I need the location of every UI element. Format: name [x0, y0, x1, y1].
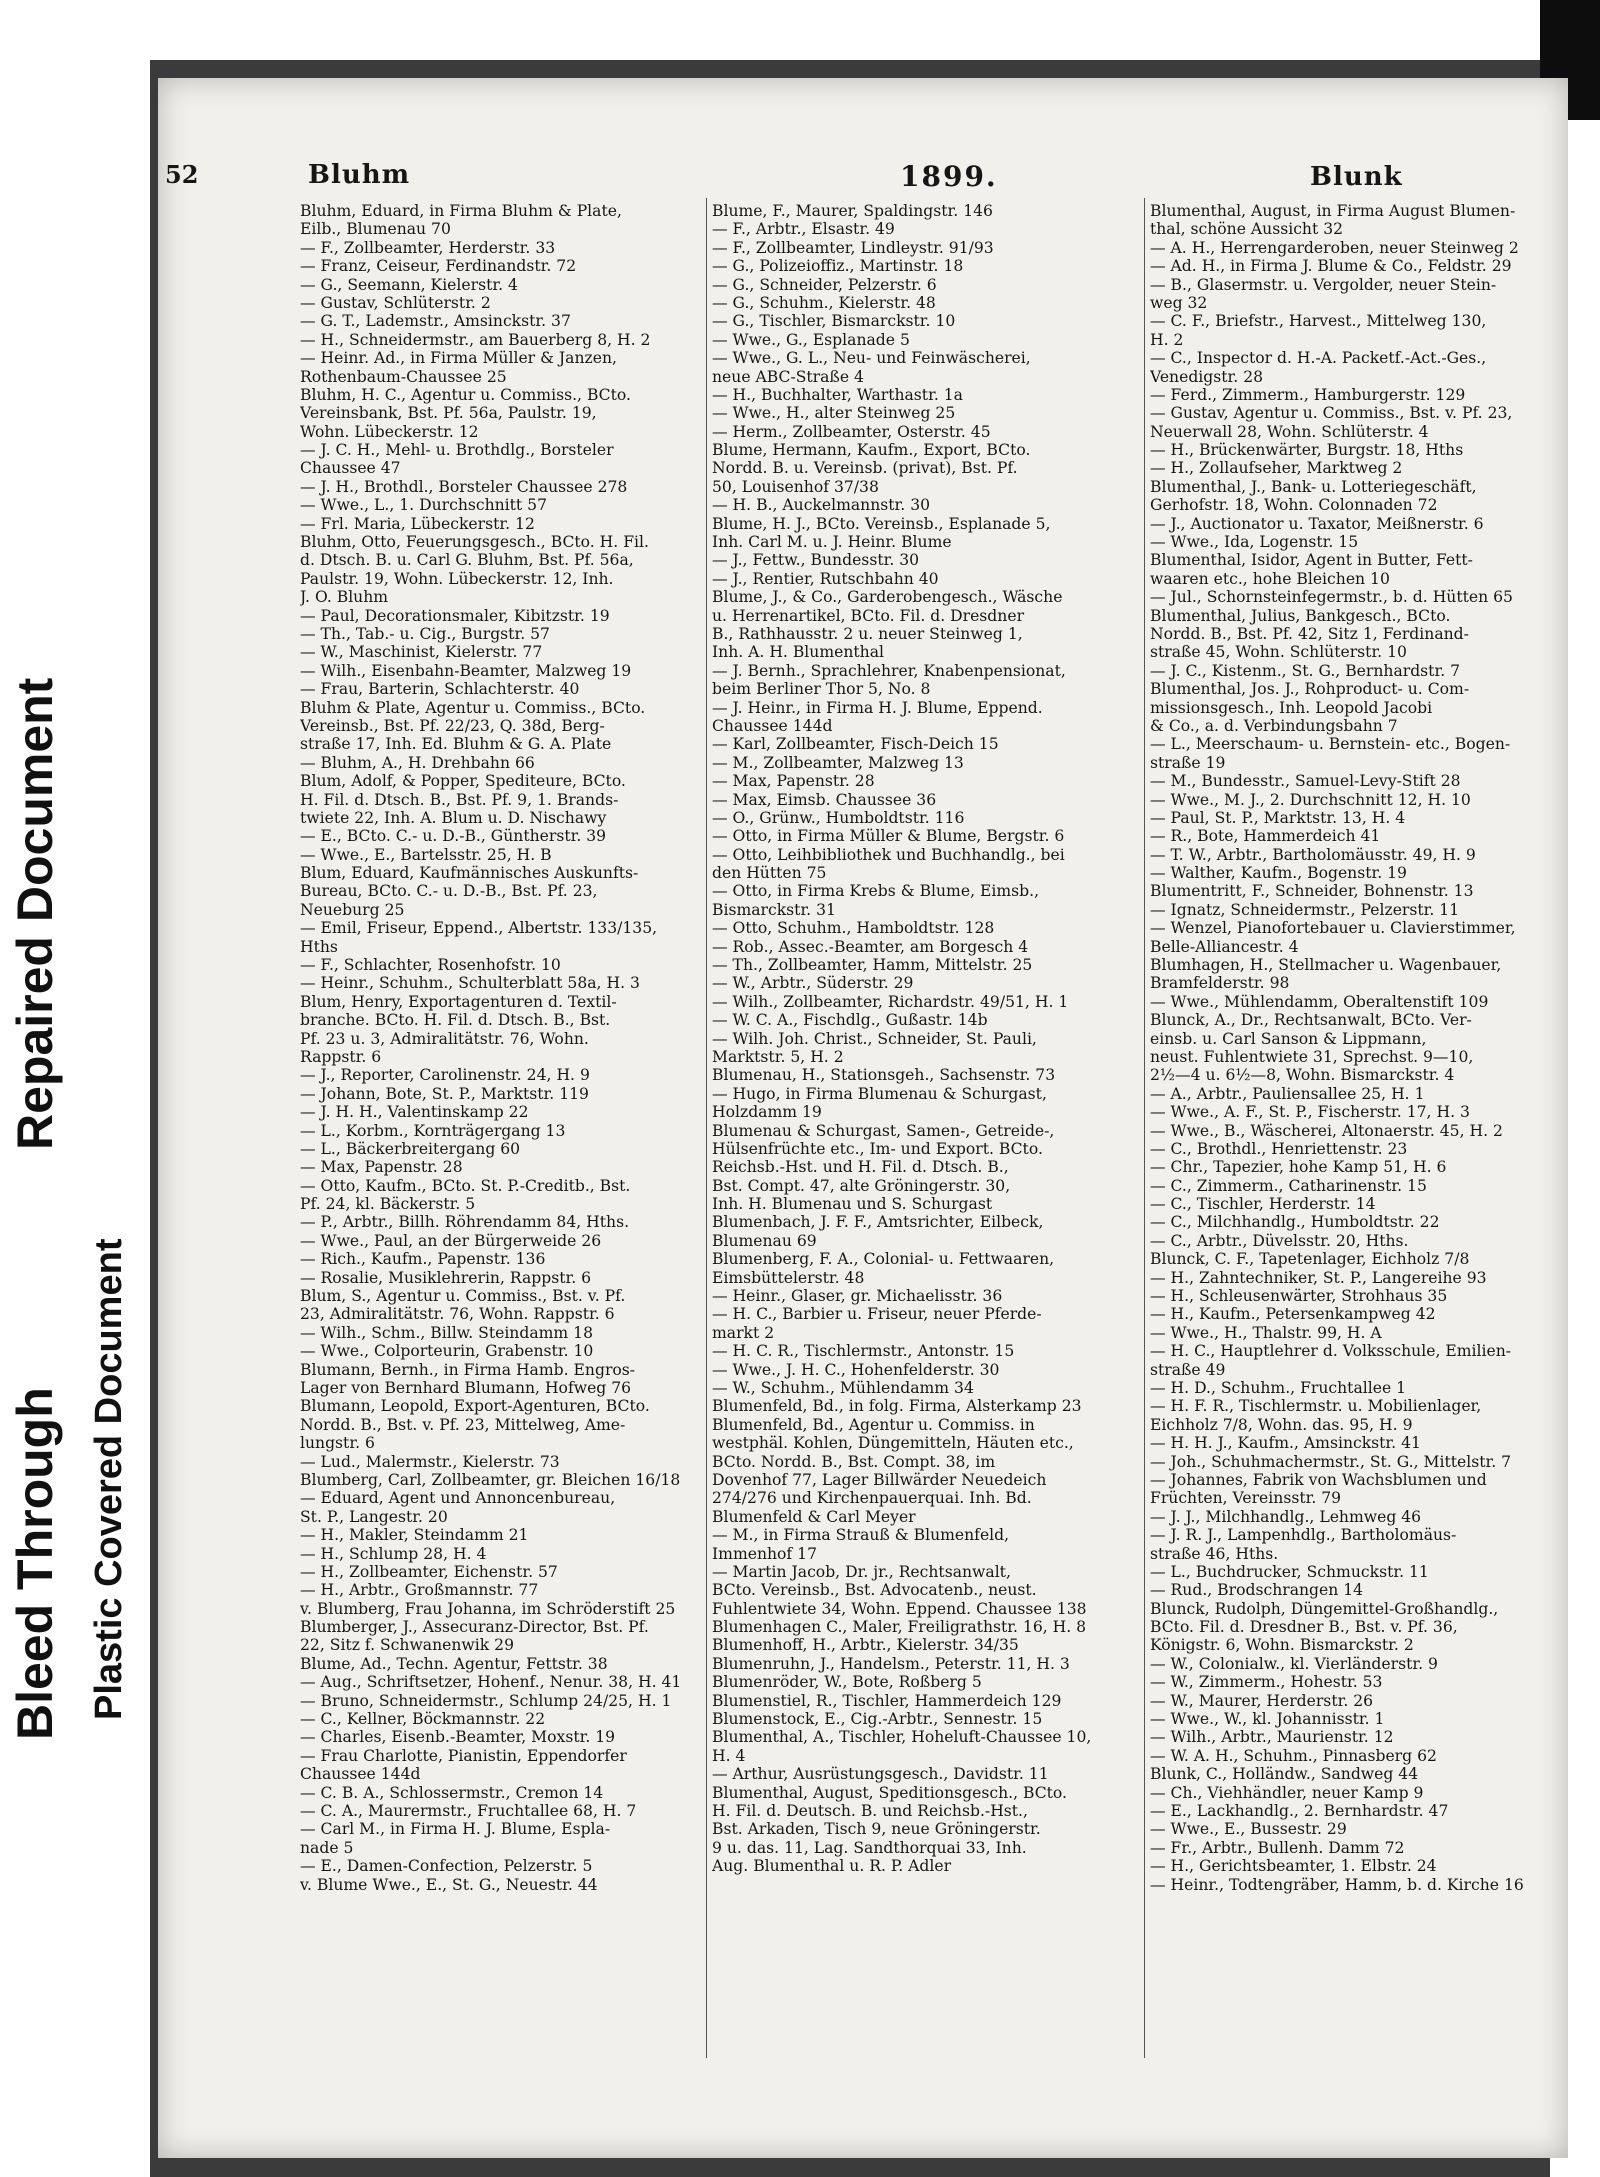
directory-entry-line: — E., Lackhandlg., 2. Bernhardstr. 47 [1150, 1801, 1449, 1820]
directory-entry-line: thal, schöne Aussicht 32 [1150, 220, 1344, 239]
directory-entry-line: — L., Bäckerbreitergang 60 [300, 1139, 521, 1158]
directory-entry-line: — J. R. J., Lampenhdlg., Bartholomäus- [1150, 1526, 1457, 1545]
directory-entry-line: — Otto, Schuhm., Hamboldtstr. 128 [712, 919, 995, 938]
directory-entry-line: — Wwe., G. L., Neu- und Feinwäscherei, [712, 349, 1031, 368]
directory-entry-line: straße 46, Hths. [1150, 1544, 1279, 1563]
directory-column-3 [1150, 202, 1550, 1894]
directory-entry-line: — J., Reporter, Carolinenstr. 24, H. 9 [300, 1066, 590, 1085]
directory-entry-line: — G., Seemann, Kielerstr. 4 [300, 275, 518, 294]
directory-entry-line: — W., Maschinist, Kielerstr. 77 [300, 643, 543, 662]
directory-entry-line: — M., Zollbeamter, Malzweg 13 [712, 753, 964, 772]
directory-entry-line: Hths [300, 937, 338, 956]
directory-entry-line: — Carl M., in Firma H. J. Blume, Espla- [300, 1820, 611, 1839]
directory-column-1 [300, 202, 702, 1894]
directory-entry-line: — Ferd., Zimmerm., Hamburgerstr. 129 [1150, 385, 1466, 404]
directory-entry-line: 50, Louisenhof 37/38 [712, 477, 879, 496]
directory-entry-line: Blumenberg, F. A., Colonial- u. Fettwaaren, [712, 1250, 1055, 1269]
directory-entry-line: — C. B. A., Schlossermstr., Cremon 14 [300, 1783, 604, 1802]
page-number: 52 [165, 160, 199, 189]
directory-entry-line: Blume, Ad., Techn. Agentur, Fettstr. 38 [300, 1654, 608, 1673]
directory-entry-line: — Franz, Ceiseur, Ferdinandstr. 72 [300, 257, 577, 276]
directory-entry-line: lungstr. 6 [300, 1434, 375, 1453]
directory-entry-line: Lager von Bernhard Blumann, Hofweg 76 [300, 1379, 632, 1397]
directory-entry-line: Blume, J., & Co., Garderobengesch., Wäsche [712, 588, 1063, 607]
directory-entry-line: — C., Arbtr., Düvelsstr. 20, Hths. [1150, 1231, 1409, 1250]
directory-entry-line: — Fr., Arbtr., Bullenh. Damm 72 [1150, 1838, 1405, 1857]
directory-entry-line: — L., Meerschaum- u. Bernstein- etc., Bogen- [1150, 735, 1511, 754]
directory-entry-line: — J., Fettw., Bundesstr. 30 [712, 551, 920, 570]
directory-entry-line: Wohn. Lübeckerstr. 12 [300, 422, 479, 441]
directory-entry-line: missionsgesch., Inh. Leopold Jacobi [1150, 698, 1433, 717]
directory-entry-line: — H., Kaufm., Petersenkampweg 42 [1150, 1305, 1436, 1324]
directory-entry-line: — Max, Papenstr. 28 [300, 1158, 463, 1177]
directory-entry-line: — H., Arbtr., Großmannstr. 77 [300, 1581, 539, 1600]
directory-entry-line: Neuerwall 28, Wohn. Schlüterstr. 4 [1150, 422, 1429, 441]
directory-entry-line: Blunck, C. F., Tapetenlager, Eichholz 7/8 [1150, 1250, 1470, 1269]
directory-entry-line: Bluhm, Eduard, in Firma Bluhm & Plate, [300, 202, 622, 220]
directory-entry-line: branche. BCto. H. Fil. d. Dtsch. B., Bst. [300, 1011, 611, 1030]
directory-entry-line: — O., Grünw., Humboldtstr. 116 [712, 808, 965, 827]
directory-entry-line: BCto. Fil. d. Dresdner B., Bst. v. Pf. 36, [1150, 1618, 1458, 1637]
directory-entry-line: — W., Arbtr., Süderstr. 29 [712, 974, 914, 993]
directory-entry-line: — Wwe., Ida, Logenstr. 15 [1150, 533, 1359, 552]
directory-entry-line: Pf. 23 u. 3, Admiralitätstr. 76, Wohn. [300, 1029, 589, 1048]
directory-entry-line: St. P., Langestr. 20 [300, 1507, 448, 1526]
directory-entry-line: — Rosalie, Musiklehrerin, Rappstr. 6 [300, 1268, 592, 1287]
directory-entry-line: — Wilh., Schm., Billw. Steindamm 18 [300, 1323, 593, 1342]
directory-entry-line: — Wwe., H., alter Steinweg 25 [712, 404, 956, 423]
directory-entry-line: Blume, H. J., BCto. Vereinsb., Esplanade 5, [712, 514, 1051, 533]
directory-entry-line: — Wilh., Eisenbahn-Beamter, Malzweg 19 [300, 661, 632, 680]
directory-entry-line: — Otto, Kaufm., BCto. St. P.-Creditb., Bst. [300, 1176, 631, 1195]
directory-entry-line: — Charles, Eisenb.-Beamter, Moxstr. 19 [300, 1728, 616, 1747]
directory-entry-line: — Wwe., E., Bartelsstr. 25, H. B [300, 845, 552, 864]
directory-entry-line: — P., Arbtr., Billh. Röhrendamm 84, Hths. [300, 1213, 630, 1232]
directory-entry-line: Blumenthal, Isidor, Agent in Butter, Fett- [1150, 551, 1473, 570]
directory-entry-line: — J. C., Kistenm., St. G., Bernhardstr. 7 [1150, 661, 1461, 680]
directory-entry-line: — G., Schuhm., Kielerstr. 48 [712, 293, 936, 312]
directory-entry-line: — Wwe., L., 1. Durchschnitt 57 [300, 496, 548, 515]
directory-entry-line: — J. Bernh., Sprachlehrer, Knabenpensionat, [712, 661, 1066, 680]
directory-entry-line: straße 49 [1150, 1360, 1226, 1379]
directory-entry-line: — J. J., Milchhandlg., Lehmweg 46 [1150, 1507, 1422, 1526]
directory-entry-line: Reichsb.-Hst. und H. Fil. d. Dtsch. B., [712, 1158, 1009, 1177]
directory-entry-line: d. Dtsch. B. u. Carl G. Bluhm, Bst. Pf. 56a, [300, 551, 634, 570]
repaired-document-label: Repaired Document [7, 677, 63, 1150]
directory-entry-line: — Joh., Schuhmachermstr., St. G., Mittelstr. 7 [1150, 1452, 1512, 1471]
directory-entry-line: Vereinsbank, Bst. Pf. 56a, Paulstr. 19, [300, 404, 597, 423]
directory-entry-line: — Paul, St. P., Marktstr. 13, H. 4 [1150, 808, 1406, 827]
directory-entry-line: — G., Tischler, Bismarckstr. 10 [712, 312, 956, 331]
directory-entry-line: — H., Schlump 28, H. 4 [300, 1544, 487, 1563]
directory-entry-line: Rappstr. 6 [300, 1047, 382, 1066]
directory-entry-line: — H. C., Hauptlehrer d. Volksschule, Emilien- [1150, 1342, 1512, 1361]
directory-entry-line: — A., Arbtr., Pauliensallee 25, H. 1 [1150, 1084, 1425, 1103]
directory-entry-line: — Wilh. Joh. Christ., Schneider, St. Pauli, [712, 1029, 1037, 1048]
directory-entry-line: — H., Brückenwärter, Burgstr. 18, Hths [1150, 441, 1464, 460]
directory-entry-line: — Wwe., H., Thalstr. 99, H. A [1150, 1323, 1382, 1342]
directory-entry-line: Belle-Alliancestr. 4 [1150, 937, 1299, 956]
directory-entry-line: — Emil, Friseur, Eppend., Albertstr. 133/135, [300, 919, 658, 938]
directory-entry-line: Bst. Compt. 47, alte Gröningerstr. 30, [712, 1176, 1011, 1195]
directory-entry-line: — Heinr., Schuhm., Schulterblatt 58a, H. 3 [300, 974, 640, 993]
directory-entry-line: — H., Zollbeamter, Eichenstr. 57 [300, 1562, 558, 1581]
directory-entry-line: u. Herrenartikel, BCto. Fil. d. Dresdner [712, 606, 1025, 625]
directory-entry-line: — C. F., Briefstr., Harvest., Mittelweg 130, [1150, 312, 1487, 331]
directory-entry-line: — H., Gerichtsbeamter, 1. Elbstr. 24 [1150, 1857, 1437, 1876]
directory-entry-line: — Hugo, in Firma Blumenau & Schurgast, [712, 1084, 1047, 1103]
directory-entry-line: Blumenthal, Jos. J., Rohproduct- u. Com- [1150, 680, 1470, 699]
directory-entry-line: Blum, S., Agentur u. Commiss., Bst. v. Pf. [300, 1287, 626, 1306]
column-rule [706, 198, 707, 2058]
directory-entry-line: — W., Schuhm., Mühlendamm 34 [712, 1379, 974, 1397]
directory-entry-line: Blumenfeld & Carl Meyer [712, 1507, 916, 1526]
directory-entry-line: — W., Zimmerm., Hohestr. 53 [1150, 1673, 1383, 1692]
plastic-covered-label: Plastic Covered Document [88, 1238, 130, 1720]
directory-entry-line: — Otto, in Firma Krebs & Blume, Eimsb., [712, 882, 1040, 901]
directory-entry-line: neust. Fuhlentwiete 31, Sprechst. 9—10, [1150, 1047, 1474, 1066]
directory-entry-line: — Chr., Tapezier, hohe Kamp 51, H. 6 [1150, 1158, 1447, 1177]
directory-entry-line: — Johannes, Fabrik von Wachsblumen und [1150, 1470, 1487, 1489]
directory-entry-line: Blumenthal, Julius, Bankgesch., BCto. [1150, 606, 1451, 625]
directory-entry-line: Inh. Carl M. u. J. Heinr. Blume [712, 533, 952, 552]
directory-entry-line: — Wwe., J. H. C., Hohenfelderstr. 30 [712, 1360, 1000, 1379]
directory-entry-line: — Wwe., Colporteurin, Grabenstr. 10 [300, 1342, 594, 1361]
directory-entry-line: — H. C., Barbier u. Friseur, neuer Pferde- [712, 1305, 1042, 1324]
directory-entry-line: v. Blumberg, Frau Johanna, im Schröderstift 25 [300, 1599, 676, 1618]
directory-entry-line: Blumenröder, W., Bote, Roßberg 5 [712, 1673, 982, 1692]
directory-entry-line: Blumenfeld, Bd., Agentur u. Commiss. in [712, 1415, 1035, 1434]
directory-entry-line: — Frau, Barterin, Schlachterstr. 40 [300, 680, 580, 699]
directory-entry-line: — J. C. H., Mehl- u. Brothdlg., Borsteler [300, 441, 614, 460]
directory-entry-line: Blume, Hermann, Kaufm., Export, BCto. [712, 441, 1031, 460]
directory-entry-line: H. Fil. d. Dtsch. B., Bst. Pf. 9, 1. Brands- [300, 790, 619, 809]
directory-entry-line: — Wwe., G., Esplanade 5 [712, 330, 910, 349]
directory-entry-line: Blumenthal, J., Bank- u. Lotteriegeschäft, [1150, 477, 1477, 496]
directory-entry-line: Bismarckstr. 31 [712, 900, 836, 919]
directory-entry-line: — Bluhm, A., H. Drehbahn 66 [300, 753, 535, 772]
directory-entry-line: 9 u. das. 11, Lag. Sandthorquai 33, Inh. [712, 1838, 1027, 1857]
directory-entry-line: — Th., Zollbeamter, Hamm, Mittelstr. 25 [712, 956, 1033, 975]
directory-entry-line: 2½—4 u. 6½—8, Wohn. Bismarckstr. 4 [1150, 1066, 1455, 1085]
directory-entry-line: Blumenstiel, R., Tischler, Hammerdeich 129 [712, 1691, 1062, 1710]
directory-entry-line: — J. Heinr., in Firma H. J. Blume, Eppend. [712, 698, 1043, 717]
directory-entry-line: — J. H. H., Valentinskamp 22 [300, 1103, 529, 1122]
directory-entry-line: Bluhm & Plate, Agentur u. Commiss., BCto. [300, 698, 646, 717]
directory-entry-line: 23, Admiralitätstr. 76, Wohn. Rappstr. 6 [300, 1305, 615, 1324]
directory-entry-line: twiete 22, Inh. A. Blum u. D. Nischawy [300, 808, 607, 827]
directory-entry-line: — Wwe., Mühlendamm, Oberaltenstift 109 [1150, 992, 1489, 1011]
directory-entry-line: — Rich., Kaufm., Papenstr. 136 [300, 1250, 546, 1269]
directory-entry-line: Blumenau, H., Stationsgeh., Sachsenstr. 73 [712, 1066, 1056, 1085]
directory-entry-line: straße 19 [1150, 753, 1226, 772]
directory-entry-line: Blumenthal, August, in Firma August Blumen- [1150, 202, 1516, 220]
directory-entry-line: — Frau Charlotte, Pianistin, Eppendorfer [300, 1746, 627, 1765]
directory-entry-line: — Ad. H., in Firma J. Blume & Co., Feldstr. 29 [1150, 257, 1512, 276]
directory-entry-line: — Wwe., W., kl. Johannisstr. 1 [1150, 1710, 1385, 1729]
directory-entry-line: — B., Glasermstr. u. Vergolder, neuer Stein- [1150, 275, 1497, 294]
directory-entry-line: — Bruno, Schneidermstr., Schlump 24/25, H. 1 [300, 1691, 672, 1710]
directory-entry-line: — Otto, in Firma Müller & Blume, Bergstr. 6 [712, 827, 1065, 846]
directory-entry-line: — Herm., Zollbeamter, Osterstr. 45 [712, 422, 991, 441]
directory-entry-line: — F., Zollbeamter, Lindleystr. 91/93 [712, 238, 994, 257]
directory-entry-line: — Walther, Kaufm., Bogenstr. 19 [1150, 864, 1407, 883]
directory-entry-line: — H. C. R., Tischlermstr., Antonstr. 15 [712, 1342, 1015, 1361]
directory-entry-line: — H., Schneidermstr., am Bauerberg 8, H. 2 [300, 330, 651, 349]
directory-entry-line: — G., Polizeioffiz., Martinstr. 18 [712, 257, 964, 276]
directory-entry-line: Blume, F., Maurer, Spaldingstr. 146 [712, 202, 993, 220]
directory-entry-line: — Wilh., Zollbeamter, Richardstr. 49/51, H. 1 [712, 992, 1069, 1011]
directory-entry-line: weg 32 [1150, 293, 1208, 312]
directory-entry-line: Blunck, Rudolph, Düngemittel-Großhandlg., [1150, 1599, 1499, 1618]
directory-entry-line: Gerhofstr. 18, Wohn. Colonnaden 72 [1150, 496, 1438, 515]
bleed-through-label: Bleed Through [7, 1387, 63, 1740]
directory-entry-line: Blum, Eduard, Kaufmännisches Auskunfts- [300, 864, 639, 883]
directory-entry-line: — Otto, Leihbibliothek und Buchhandlg., bei [712, 845, 1065, 864]
left-running-head: Bluhm [308, 160, 411, 190]
directory-entry-line: — Ch., Viehhändler, neuer Kamp 9 [1150, 1783, 1424, 1802]
directory-entry-line: — A. H., Herrengarderoben, neuer Steinweg 2 [1150, 238, 1519, 257]
directory-entry-line: Bst. Arkaden, Tisch 9, neue Gröningerstr. [712, 1820, 1041, 1839]
directory-entry-line: — Rud., Brodschrangen 14 [1150, 1581, 1364, 1600]
directory-entry-line: Chaussee 144d [300, 1765, 421, 1784]
directory-entry-line: H. 2 [1150, 330, 1184, 349]
directory-entry-line: — H. H. J., Kaufm., Amsinckstr. 41 [1150, 1434, 1421, 1453]
directory-entry-line: 274/276 und Kirchenpauerquai. Inh. Bd. [712, 1489, 1032, 1508]
directory-entry-line: — J., Rentier, Rutschbahn 40 [712, 569, 939, 588]
directory-entry-line: — J. H., Brothdl., Borsteler Chaussee 278 [300, 477, 628, 496]
directory-entry-line: — E., Damen-Confection, Pelzerstr. 5 [300, 1857, 593, 1876]
directory-entry-line: — H., Schleusenwärter, Strohhaus 35 [1150, 1287, 1448, 1306]
directory-entry-line: — Martin Jacob, Dr. jr., Rechtsanwalt, [712, 1562, 1011, 1581]
directory-entry-line: Bramfelderstr. 98 [1150, 974, 1290, 993]
directory-entry-line: — Wwe., A. F., St. P., Fischerstr. 17, H. 3 [1150, 1103, 1470, 1122]
directory-entry-line: waaren etc., hohe Bleichen 10 [1150, 569, 1390, 588]
directory-entry-line: Blumann, Bernh., in Firma Hamb. Engros- [300, 1360, 636, 1379]
column-rule [1144, 198, 1145, 2058]
directory-entry-line: H. Fil. d. Deutsch. B. und Reichsb.-Hst., [712, 1801, 1028, 1820]
directory-entry-line: Rothenbaum-Chaussee 25 [300, 367, 507, 386]
directory-entry-line: Blumenau & Schurgast, Samen-, Getreide-, [712, 1121, 1055, 1140]
directory-entry-line: BCto. Vereinsb., Bst. Advocatenb., neust. [712, 1581, 1037, 1600]
directory-entry-line: — F., Zollbeamter, Herderstr. 33 [300, 238, 556, 257]
directory-entry-line: — Wwe., M. J., 2. Durchschnitt 12, H. 10 [1150, 790, 1471, 809]
directory-entry-line: Blunk, C., Holländw., Sandweg 44 [1150, 1765, 1419, 1784]
directory-entry-line: Inh. H. Blumenau und S. Schurgast [712, 1195, 993, 1214]
directory-entry-line: Immenhof 17 [712, 1544, 818, 1563]
directory-entry-line: Nordd. B. u. Vereinsb. (privat), Bst. Pf. [712, 459, 1018, 478]
directory-entry-line: Bluhm, H. C., Agentur u. Commiss., BCto. [300, 385, 631, 404]
directory-entry-line: — F., Schlachter, Rosenhofstr. 10 [300, 956, 561, 975]
directory-entry-line: Blum, Henry, Exportagenturen d. Textil- [300, 992, 617, 1011]
directory-entry-line: Blumenthal, A., Tischler, Hoheluft-Chaussee 10, [712, 1728, 1092, 1747]
directory-entry-line: — Lud., Malermstr., Kielerstr. 73 [300, 1452, 560, 1471]
directory-entry-line: — Heinr., Glaser, gr. Michaelisstr. 36 [712, 1287, 1003, 1306]
directory-entry-line: — C., Tischler, Herderstr. 14 [1150, 1195, 1376, 1214]
directory-entry-line: — Johann, Bote, St. P., Marktstr. 119 [300, 1084, 589, 1103]
directory-entry-line: B., Rathhausstr. 2 u. neuer Steinweg 1, [712, 624, 1023, 643]
directory-entry-line: J. O. Bluhm [300, 588, 389, 607]
directory-entry-line: Nordd. B., Bst. Pf. 42, Sitz 1, Ferdinand- [1150, 624, 1469, 643]
directory-entry-line: — Gustav, Agentur u. Commiss., Bst. v. Pf. 23, [1150, 404, 1513, 423]
directory-entry-line: Nordd. B., Bst. v. Pf. 23, Mittelweg, Ame- [300, 1415, 626, 1434]
directory-entry-line: — Karl, Zollbeamter, Fisch-Deich 15 [712, 735, 999, 754]
directory-entry-line: — H., Buchhalter, Warthastr. 1a [712, 385, 963, 404]
directory-entry-line: Eichholz 7/8, Wohn. das. 95, H. 9 [1150, 1415, 1413, 1434]
directory-entry-line: — F., Arbtr., Elsastr. 49 [712, 220, 895, 239]
directory-entry-line: einsb. u. Carl Sanson & Lippmann, [1150, 1029, 1427, 1048]
directory-entry-line: — Wwe., E., Bussestr. 29 [1150, 1820, 1347, 1839]
directory-entry-line: — Aug., Schriftsetzer, Hohenf., Nenur. 38, H. 41 [300, 1673, 682, 1692]
directory-entry-line: den Hütten 75 [712, 864, 827, 883]
directory-entry-line: — J., Auctionator u. Taxator, Meißnerstr. 6 [1150, 514, 1484, 533]
directory-entry-line: — R., Bote, Hammerdeich 41 [1150, 827, 1381, 846]
directory-entry-line: Inh. A. H. Blumenthal [712, 643, 884, 662]
directory-entry-line: — Wilh., Arbtr., Maurienstr. 12 [1150, 1728, 1394, 1747]
directory-entry-line: — Rob., Assec.-Beamter, am Borgesch 4 [712, 937, 1029, 956]
directory-entry-line: — E., BCto. C.- u. D.-B., Güntherstr. 39 [300, 827, 607, 846]
directory-entry-line: — C., Kellner, Böckmannstr. 22 [300, 1710, 546, 1729]
directory-entry-line: Fuhlentwiete 34, Wohn. Eppend. Chaussee 138 [712, 1599, 1087, 1618]
directory-entry-line: Hülsenfrüchte etc., Im- und Export. BCto. [712, 1139, 1043, 1158]
directory-entry-line: — Ignatz, Schneidermstr., Pelzerstr. 11 [1150, 900, 1460, 919]
directory-entry-line: Vereinsb., Bst. Pf. 22/23, Q. 38d, Berg- [300, 716, 605, 735]
directory-column-2 [712, 202, 1140, 1876]
right-running-head: Blunk [1310, 162, 1403, 192]
directory-entry-line: Aug. Blumenthal u. R. P. Adler [712, 1857, 952, 1876]
directory-entry-line: — Heinr., Todtengräber, Hamm, b. d. Kirche 16 [1150, 1875, 1524, 1894]
directory-entry-line: Blumenstock, E., Cig.-Arbtr., Sennestr. 15 [712, 1710, 1043, 1729]
directory-entry-line: — L., Korbm., Kornträgergang 13 [300, 1121, 566, 1140]
directory-entry-line: — Eduard, Agent und Annoncenbureau, [300, 1489, 616, 1508]
directory-entry-line: Königstr. 6, Wohn. Bismarckstr. 2 [1150, 1636, 1414, 1655]
directory-entry-line: — Frl. Maria, Lübeckerstr. 12 [300, 514, 535, 533]
directory-entry-line: Blumenau 69 [712, 1231, 817, 1250]
directory-entry-line: neue ABC-Straße 4 [712, 367, 864, 386]
directory-entry-line: — T. W., Arbtr., Bartholomäusstr. 49, H. 9 [1150, 845, 1476, 864]
directory-entry-line: Blumann, Leopold, Export-Agenturen, BCto. [300, 1397, 650, 1416]
directory-entry-line: Blumberger, J., Assecuranz-Director, Bst. Pf. [300, 1618, 649, 1637]
directory-entry-line: — Th., Tab.- u. Cig., Burgstr. 57 [300, 624, 550, 643]
directory-entry-line: — H. B., Auckelmannstr. 30 [712, 496, 931, 515]
directory-entry-line: Blumhagen, H., Stellmacher u. Wagenbauer, [1150, 956, 1502, 975]
directory-entry-line: Blumberg, Carl, Zollbeamter, gr. Bleichen 16/18 [300, 1470, 681, 1489]
directory-entry-line: Holzdamm 19 [712, 1103, 822, 1122]
directory-entry-line: Chaussee 144d [712, 716, 833, 735]
directory-entry-line: Blumenbach, J. F. F., Amtsrichter, Eilbeck, [712, 1213, 1044, 1232]
directory-entry-line: — M., in Firma Strauß & Blumenfeld, [712, 1526, 1010, 1545]
directory-entry-line: — Paul, Decorationsmaler, Kibitzstr. 19 [300, 606, 610, 625]
directory-entry-line: — W., Colonialw., kl. Vierländerstr. 9 [1150, 1654, 1438, 1673]
directory-entry-line: — M., Bundesstr., Samuel-Levy-Stift 28 [1150, 772, 1461, 791]
directory-entry-line: — Wwe., B., Wäscherei, Altonaerstr. 45, H. 2 [1150, 1121, 1503, 1140]
directory-entry-line: Blumentritt, F., Schneider, Bohnenstr. 13 [1150, 882, 1474, 901]
condition-labels [0, 560, 150, 1740]
directory-entry-line: Marktstr. 5, H. 2 [712, 1047, 844, 1066]
directory-entry-line: — C., Milchhandlg., Humboldtstr. 22 [1150, 1213, 1440, 1232]
directory-entry-line: Eilb., Blumenau 70 [300, 220, 451, 239]
directory-entry-line: Venedigstr. 28 [1150, 367, 1264, 386]
directory-entry-line: — Arthur, Ausrüstungsgesch., Davidstr. 11 [712, 1765, 1049, 1784]
directory-entry-line: — W. A. H., Schuhm., Pinnasberg 62 [1150, 1746, 1437, 1765]
directory-entry-line: — Gustav, Schlüterstr. 2 [300, 293, 491, 312]
directory-entry-line: H. 4 [712, 1746, 746, 1765]
directory-entry-line: — G., Schneider, Pelzerstr. 6 [712, 275, 937, 294]
directory-entry-line: Blumenruhn, J., Handelsm., Peterstr. 11, H. 3 [712, 1654, 1070, 1673]
directory-entry-line: — C., Zimmerm., Catharinenstr. 15 [1150, 1176, 1427, 1195]
directory-entry-line: BCto. Nordd. B., Bst. Compt. 38, im [712, 1452, 996, 1471]
directory-entry-line: — H., Makler, Steindamm 21 [300, 1526, 529, 1545]
year-heading: 1899. [900, 160, 998, 193]
directory-entry-line: — Wenzel, Pianofortebauer u. Clavierstimmer, [1150, 919, 1516, 938]
directory-entry-line: — Max, Papenstr. 28 [712, 772, 875, 791]
directory-entry-line: Blum, Adolf, & Popper, Spediteure, BCto. [300, 772, 626, 791]
directory-entry-line: Pf. 24, kl. Bäckerstr. 5 [300, 1195, 476, 1214]
directory-entry-line: v. Blume Wwe., E., St. G., Neuestr. 44 [300, 1875, 598, 1894]
directory-entry-line: Blumenhagen C., Maler, Freiligrathstr. 16, H. 8 [712, 1618, 1087, 1637]
directory-entry-line: — W., Maurer, Herderstr. 26 [1150, 1691, 1374, 1710]
directory-entry-line: Neueburg 25 [300, 900, 405, 919]
directory-entry-line: Blumenfeld, Bd., in folg. Firma, Alsterkamp 23 [712, 1397, 1082, 1416]
directory-entry-line: Blumenthal, August, Speditionsgesch., BCto. [712, 1783, 1067, 1802]
directory-entry-line: — H., Zollaufseher, Marktweg 2 [1150, 459, 1403, 478]
directory-entry-line: — H. F. R., Tischlermstr. u. Mobilienlager, [1150, 1397, 1482, 1416]
directory-entry-line: Blumenhoff, H., Arbtr., Kielerstr. 34/35 [712, 1636, 1019, 1655]
directory-entry-line: Dovenhof 77, Lager Billwärder Neuedeich [712, 1470, 1047, 1489]
directory-entry-line: straße 45, Wohn. Schlüterstr. 10 [1150, 643, 1407, 662]
directory-entry-line: Paulstr. 19, Wohn. Lübeckerstr. 12, Inh. [300, 569, 614, 588]
directory-entry-line: — L., Buchdrucker, Schmuckstr. 11 [1150, 1562, 1429, 1581]
directory-entry-line: markt 2 [712, 1323, 775, 1342]
directory-entry-line: — G. T., Lademstr., Amsinckstr. 37 [300, 312, 571, 331]
directory-entry-line: Bluhm, Otto, Feuerungsgesch., BCto. H. Fil. [300, 533, 649, 552]
directory-entry-line: — Wwe., Paul, an der Bürgerweide 26 [300, 1231, 602, 1250]
directory-entry-line: straße 17, Inh. Ed. Bluhm & G. A. Plate [300, 735, 612, 754]
directory-entry-line: 22, Sitz f. Schwanenwik 29 [300, 1636, 514, 1655]
directory-entry-line: Bureau, BCto. C.- u. D.-B., Bst. Pf. 23, [300, 882, 598, 901]
directory-entry-line: — Heinr. Ad., in Firma Müller & Janzen, [300, 349, 617, 368]
directory-entry-line: — H. D., Schuhm., Fruchtallee 1 [1150, 1379, 1407, 1397]
directory-entry-line: — C. A., Maurermstr., Fruchtallee 68, H. 7 [300, 1801, 637, 1820]
directory-entry-line: — Jul., Schornsteinfegermstr., b. d. Hütten 65 [1150, 588, 1513, 607]
directory-entry-line: Früchten, Vereinsstr. 79 [1150, 1489, 1342, 1508]
directory-entry-line: Eimsbüttelerstr. 48 [712, 1268, 865, 1287]
directory-entry-line: — C., Brothdl., Henriettenstr. 23 [1150, 1139, 1408, 1158]
directory-entry-line: westphäl. Kohlen, Düngemitteln, Häuten etc., [712, 1434, 1074, 1453]
directory-entry-line: — H., Zahntechniker, St. P., Langereihe 93 [1150, 1268, 1487, 1287]
directory-entry-line: — W. C. A., Fischdlg., Gußastr. 14b [712, 1011, 988, 1030]
directory-entry-line: — C., Inspector d. H.-A. Packetf.-Act.-Ges., [1150, 349, 1487, 368]
directory-entry-line: Blunck, A., Dr., Rechtsanwalt, BCto. Ver- [1150, 1011, 1472, 1030]
directory-entry-line: beim Berliner Thor 5, No. 8 [712, 680, 931, 699]
directory-entry-line: — Max, Eimsb. Chaussee 36 [712, 790, 937, 809]
directory-entry-line: & Co., a. d. Verbindungsbahn 7 [1150, 716, 1398, 735]
directory-entry-line: Chaussee 47 [300, 459, 401, 478]
directory-entry-line: nade 5 [300, 1838, 354, 1857]
